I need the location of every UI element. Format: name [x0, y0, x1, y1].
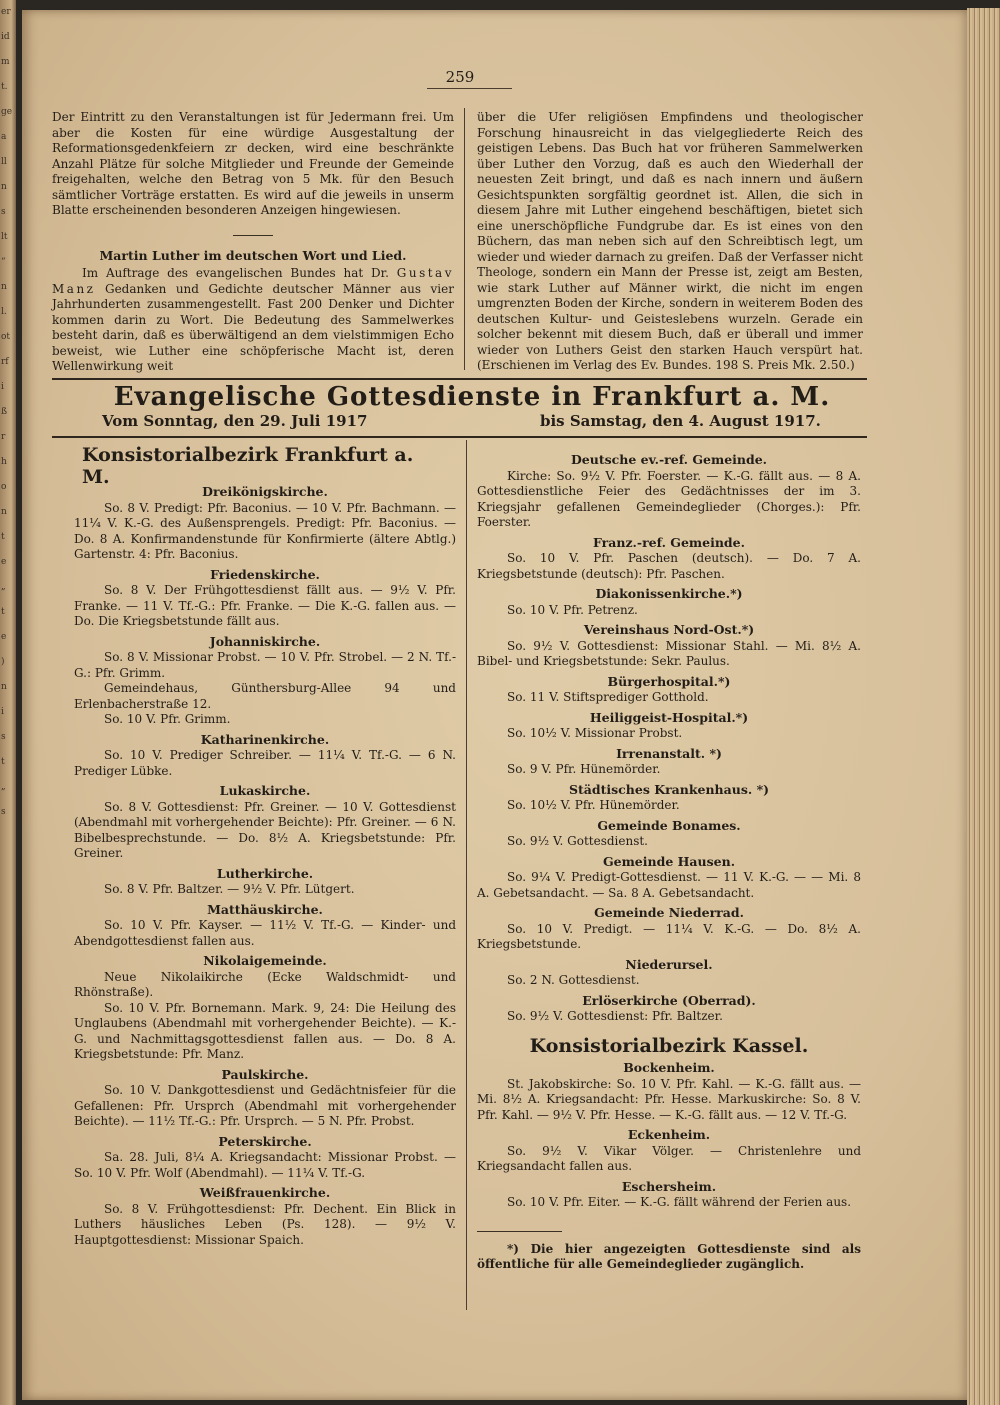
church-heading: Friedenskirche. — [210, 566, 320, 582]
previous-page-fragment: „ — [1, 582, 6, 592]
previous-page-fragment: “ — [1, 257, 6, 267]
service-entry: So. 8 V. Der Frühgottesdienst fällt aus. — 9½ V. Pfr. Franke. — 11 V. Tf.-G.: Pfr. Franke. — Die K.-G. fallen aus. — Do. Die Kriegsbetstunde fällt aus. — [74, 583, 456, 628]
previous-page-fragment: ll — [1, 157, 7, 167]
church-heading: Gemeinde Niederrad. — [594, 905, 744, 920]
church-heading: Bürgerhospital.*) — [607, 673, 731, 689]
previous-page-fragment: i — [1, 707, 4, 717]
previous-page-fragment: s — [1, 732, 6, 742]
service-entry: So. 9½ V. Gottesdienst: Pfr. Baltzer. — [507, 1009, 723, 1023]
article-text-rest: Gedanken und Gedichte deutscher Männer aus vier Jahrhunderten zusammengestellt. Fast 200 Denker und Dichter kommen darin zu Wort. Die Bedeutung des Sammelwerkes besteht darin, daß es überwältigend an dem vielstimmigen Echo beweist, wie Luther eine schöpferische Macht ist, deren Wellenwirkung weit — [52, 281, 454, 373]
church-heading: Nikolaigemeinde. — [203, 953, 327, 968]
service-entry: So. 10 V. Pfr. Grimm. — [104, 712, 231, 726]
previous-page-fragment: t — [1, 607, 5, 617]
previous-page-fragment: rf — [1, 357, 9, 367]
service-entry: So. 8 V. Frühgottesdienst: Pfr. Dechent. Ein Blick in Luthers häusliches Leben (Ps. 128). — 9½ V. Hauptgottesdienst: Missionar Spaich. — [74, 1201, 456, 1247]
service-entry: So. 10 V. Prediger Schreiber. — 11¼ V. Tf.-G. — 6 N. Prediger Lübke. — [74, 748, 456, 778]
service-entry: So. 9½ V. Gottesdienst. — [507, 834, 648, 848]
previous-page-fragment: ß — [1, 407, 8, 417]
service-entry: Neue Nikolaikirche (Ecke Waldschmidt- und Rhönstraße). — [74, 969, 456, 999]
service-entry: So. 9½ V. Vikar Völger. — Christenlehre und Kriegsandacht fallen aus. — [477, 1143, 861, 1173]
previous-page-fragment: l. — [1, 307, 7, 317]
church-heading: Dreikönigskirche. — [202, 484, 328, 499]
church-heading: Weißfrauenkirche. — [199, 1185, 331, 1200]
banner-bottom-rule — [52, 436, 867, 438]
article-text-start: Im Auftrage des evangelischen Bundes hat Dr. — [82, 266, 389, 280]
service-entry: So. 11 V. Stiftsprediger Gotthold. — [507, 690, 709, 704]
previous-page-fragment: er — [1, 7, 11, 17]
service-entry: St. Jakobskirche: So. 10 V. Pfr. Kahl. — K.-G. fällt aus. — Mi. 8½ A. Kriegsandacht: Pfr. Hesse. Markuskirche: So. 8 V. Pfr. Kahl. — 9½ V. Pfr. Hesse. — K.-G. fällt aus. — 12 V. Tf.-G. — [477, 1076, 861, 1122]
previous-page-fragment: n — [1, 682, 7, 692]
service-entry: So. 10½ V. Missionar Probst. — [507, 726, 683, 740]
banner-top-rule — [52, 378, 867, 380]
previous-page-fragment: s — [1, 207, 6, 217]
church-heading: Heiliggeist-Hospital.*) — [589, 709, 749, 725]
article-paragraph — [52, 266, 454, 375]
service-entry: So. 10 V. Pfr. Eiter. — K.-G. fällt während der Ferien aus. — [507, 1195, 852, 1209]
previous-page-fragment: s — [1, 807, 6, 817]
newspaper-page — [22, 10, 967, 1400]
church-heading: Katharinenkirche. — [200, 731, 330, 747]
previous-page-fragment: n — [1, 182, 7, 192]
previous-page-fragment: e — [1, 557, 7, 567]
service-entry: So. 8 V. Predigt: Pfr. Baconius. — 10 V. Pfr. Bachmann. — 11¼ V. K.-G. des Außensprengels. Predigt: Pfr. Baconius. — Do. 8 A. Konfirmandenstunde für Konfirmierte (ältere Abtlg.) Gartenstr. 4: Pfr. Baconius. — [74, 500, 456, 561]
previous-page-fragment: t — [1, 757, 5, 767]
article-title: Martin Luther im deutschen Wort und Lied. — [99, 247, 407, 263]
district-heading-kassel: Konsistorialbezirk Kassel. — [529, 1034, 809, 1057]
church-heading: Niederursel. — [625, 956, 713, 972]
service-entry: So. 2 N. Gottesdienst. — [507, 973, 640, 987]
previous-page-fragment: i — [1, 382, 4, 392]
previous-page-fragment: a — [1, 132, 7, 142]
previous-page-fragment: ot — [1, 332, 11, 342]
previous-page-fragment: n — [1, 507, 7, 517]
intro-paragraph: Der Eintritt zu den Veranstaltungen ist für Jedermann frei. Um aber die Kosten für eine würdige Ausgestaltung der Reformationsgedenkfeiern zr decken, wird eine beschränkte Anzahl Plätze für solche Mitglieder und Freunde der Gemeinde freigehalten, welche den Betrag von 5 Mk. für den Besuch sämtlicher Vorträge erstatten. Es wird auf die jeweils in unserm Blatte erscheinenden besonderen Anzeigen hingewiesen. — [52, 110, 454, 217]
church-heading: Peterskirche. — [218, 1133, 312, 1149]
previous-page-fragment: „ — [1, 782, 6, 792]
service-entry: So. 9 V. Pfr. Hünemörder. — [507, 762, 661, 776]
service-entry: So. 10 V. Dankgottesdienst und Gedächtnisfeier für die Gefallenen: Pfr. Ursprch (Abendmahl mit vorhergehender Beichte). — 11½ Tf.-G.: Pfr. Ursprch. — 5 N. Pfr. Probst. — [74, 1083, 456, 1128]
top-column-divider — [464, 108, 465, 370]
church-heading: Irrenanstalt. *) — [616, 745, 722, 761]
banner-date-to: bis Samstag, den 4. August 1917. — [540, 412, 821, 430]
church-heading: Erlöserkirche (Oberrad). — [582, 992, 756, 1008]
previous-page-fragment: o — [1, 482, 7, 492]
service-entry: Gemeindehaus, Günthersburg-Allee 94 und Erlenbacherstraße 12. — [74, 681, 456, 711]
church-heading: Matthäuskirche. — [207, 901, 323, 917]
service-entry: So. 10½ V. Pfr. Hünemörder. — [507, 798, 680, 812]
previous-page-fragment: ) — [1, 657, 5, 667]
church-heading: Diakonissenkirche.*) — [595, 586, 743, 601]
book-review-continuation: über die Ufer religiösen Empfindens und theologischer Forschung hinausreicht in das vielgegliederte Reich des geistigen Lebens. Das Buch hat vor früheren Sammelwerken über Luther den Vorzug, daß es auch den Wiederhall der neuesten Zeit bringt, und daß es nach innern und äußern Gesichtspunkten sorgfältig geordnet ist. Allen, die sich in diesem Jahre mit Luther eingehend beschäftigen, bietet sich eine unerschöpfliche Fundgrube dar. Es ist eines von den Büchern, das man neben sich auf den Schreibtisch legt, um wieder und wieder darnach zu greifen. Daß der Verfasser nicht Theologe, sondern ein Mann der Presse ist, zeigt am Besten, wie stark Luther auf Männer wirkt, die nicht im engen umgrenzten Boden der Kirche, sondern in weiterem Boden des deutschen Kultur- und Geisteslebens wurzeln. Gerade ein solcher bekennt mit diesem Buch, daß er überall und immer wieder von Luthers Geist den starken Hauch verspürt hat. (Erschienen im Verlag des Ev. Bundes. 198 S. Preis Mk. 2.50.) — [477, 110, 863, 372]
previous-page-fragment: e — [1, 632, 7, 642]
church-heading: Lukaskirche. — [219, 783, 311, 798]
previous-page-fragment: ge — [1, 107, 13, 117]
church-heading: Gemeinde Hausen. — [602, 853, 736, 869]
service-entry: So. 9½ V. Gottesdienst: Missionar Stahl. — Mi. 8½ A. Bibel- und Kriegsbetstunde: Sekr. Paulus. — [477, 638, 861, 668]
lower-column-divider — [466, 440, 467, 1310]
service-entry: So. 8 V. Missionar Probst. — 10 V. Pfr. Strobel. — 2 N. Tf.-G.: Pfr. Grimm. — [74, 650, 456, 680]
previous-page-fragment: lt — [1, 232, 8, 242]
right-services-column — [477, 448, 861, 1273]
section-divider — [233, 235, 273, 236]
church-heading: Johanniskirche. — [209, 633, 321, 649]
previous-page-fragment: t — [1, 532, 5, 542]
page-number: 259 — [445, 68, 475, 86]
church-heading: Paulskirche. — [221, 1066, 309, 1082]
previous-page-fragment: m — [1, 57, 10, 67]
service-entry: So. 10 V. Pfr. Kayser. — 11½ V. Tf.-G. — Kinder- und Abendgottesdienst fallen aus. — [74, 918, 456, 948]
service-entry: Sa. 28. Juli, 8¼ A. Kriegsandacht: Missionar Probst. — So. 10 V. Pfr. Wolf (Abendmahl). — 11¼ V. Tf.-G. — [74, 1150, 456, 1180]
previous-page-fragment: r — [1, 432, 6, 442]
church-heading: Lutherkirche. — [216, 865, 314, 881]
service-entry: Kirche: So. 9½ V. Pfr. Foerster. — K.-G. fällt aus. — 8 A. Gottesdienstliche Feier des Gedächtnisses der im 3. Kriegsjahr gefallenen Gemeindeglieder (Chorges.): Pfr. Foerster. — [477, 468, 861, 529]
previous-page-fragment: h — [1, 457, 7, 467]
top-right-column — [477, 110, 863, 374]
footnote-rule — [477, 1231, 562, 1232]
book-page-stack-edge — [967, 8, 1000, 1405]
church-heading: Franz.-ref. Gemeinde. — [593, 534, 745, 550]
top-left-column — [52, 110, 454, 375]
page-number-rule — [427, 88, 512, 89]
article-author: Gustav Manz — [52, 266, 454, 296]
service-entry: So. 8 V. Pfr. Baltzer. — 9½ V. Pfr. Lütgert. — [104, 882, 355, 896]
service-entry: So. 10 V. Predigt. — 11¼ V. K.-G. — Do. 8½ A. Kriegsbetstunde. — [477, 921, 861, 951]
footnote: *) Die hier angezeigten Gottesdienste sind als öffentliche für alle Gemeindeglieder zugänglich. — [477, 1241, 861, 1271]
church-heading: Gemeinde Bonames. — [597, 817, 741, 833]
services-banner-title: Evangelische Gottesdienste in Frankfurt a. M. — [113, 382, 831, 412]
left-services-column — [74, 480, 456, 1248]
church-heading: Eckenheim. — [627, 1127, 711, 1142]
church-heading: Eschersheim. — [621, 1178, 717, 1194]
church-heading: Städtisches Krankenhaus. *) — [568, 781, 770, 797]
church-heading: Deutsche ev.-ref. Gemeinde. — [570, 452, 768, 467]
banner-date-from: Vom Sonntag, den 29. Juli 1917 — [102, 412, 368, 430]
church-heading: Vereinshaus Nord-Ost.*) — [583, 622, 755, 637]
previous-page-fragment: t. — [1, 82, 8, 92]
service-entry: So. 10 V. Pfr. Bornemann. Mark. 9, 24: Die Heilung des Unglaubens (Abendmahl mit vorhergehender Beichte). — K.-G. und Nachmittagsgottesdienst fallen aus. — Do. 8 A. Kriegsbetstunde: Pfr. Manz. — [74, 1000, 456, 1061]
service-entry: So. 10 V. Pfr. Petrenz. — [507, 602, 638, 617]
service-entry: So. 9¼ V. Predigt-Gottesdienst. — 11 V. K.-G. — — Mi. 8 A. Gebetsandacht. — Sa. 8 A. Gebetsandacht. — [477, 870, 861, 900]
church-heading: Bockenheim. — [623, 1060, 715, 1075]
district-heading-frankfurt: Konsistorialbezirk Frankfurt a. M. — [82, 444, 414, 488]
previous-page-edge — [0, 0, 16, 1405]
service-entry: So. 10 V. Pfr. Paschen (deutsch). — Do. 7 A. Kriegsbetstunde (deutsch): Pfr. Paschen. — [477, 551, 861, 581]
previous-page-fragment: id — [1, 32, 10, 42]
service-entry: So. 8 V. Gottesdienst: Pfr. Greiner. — 10 V. Gottesdienst (Abendmahl mit vorhergehender Beichte): Pfr. Greiner. — 6 N. Bibelbesprechstunde. — Do. 8½ A. Kriegsbetstunde: Pfr. Greiner. — [74, 799, 456, 860]
previous-page-fragment: n — [1, 282, 7, 292]
